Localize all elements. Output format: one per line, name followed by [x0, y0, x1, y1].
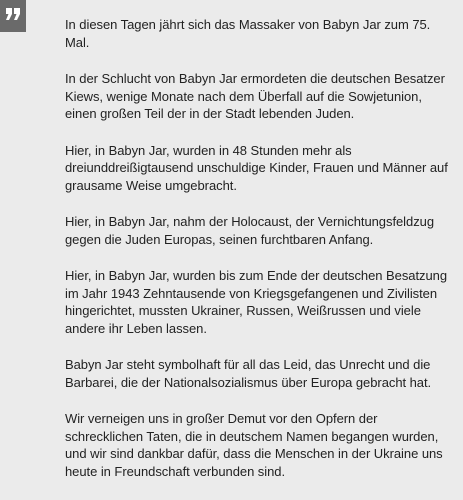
- quote-paragraph-1: In diesen Tagen jährt sich das Massaker von Babyn Jar zum 75. Mal.: [65, 17, 431, 50]
- quote-paragraph-5: Hier, in Babyn Jar, wurden bis zum Ende der deutschen Besatzung im Jahr 1943 Zehntausende von Kriegsgefangenen und Zivilisten hingerichtet, mussten Ukrainer, Russen, Weißrussen und viele andere ihr Leben lassen.: [65, 268, 448, 336]
- quote-paragraph-7: Wir verneigen uns in großer Demut vor den Opfern der schrecklichen Taten, die in deutschem Namen begangen wurden, und wir sind dankbar dafür, dass die Menschen in der Ukraine uns heute in Freundschaft verbunden sind.: [65, 411, 443, 479]
- quote-badge: [0, 0, 26, 32]
- quote-icon: [5, 8, 21, 20]
- quote-paragraph-6: Babyn Jar steht symbolhaft für all das Leid, das Unrecht und die Barbarei, die der Nationalsozialismus über Europa gebracht hat.: [65, 357, 432, 390]
- quote-paragraph-2: In der Schlucht von Babyn Jar ermordeten die deutschen Besatzer Kiews, wenige Monate nach dem Überfall auf die Sowjetunion, einen großen Teil der in der Stadt lebenden Juden.: [65, 71, 445, 121]
- quote-paragraph-4: Hier, in Babyn Jar, nahm der Holocaust, der Vernichtungsfeldzug gegen die Juden Europas, seinen furchtbaren Anfang.: [65, 214, 435, 247]
- quote-text: [65, 16, 457, 499]
- quote-paragraph-3: Hier, in Babyn Jar, wurden in 48 Stunden mehr als dreiunddreißigtausend unschuldige Kinder, Frauen und Männer auf grausame Weise umgebracht.: [65, 142, 448, 193]
